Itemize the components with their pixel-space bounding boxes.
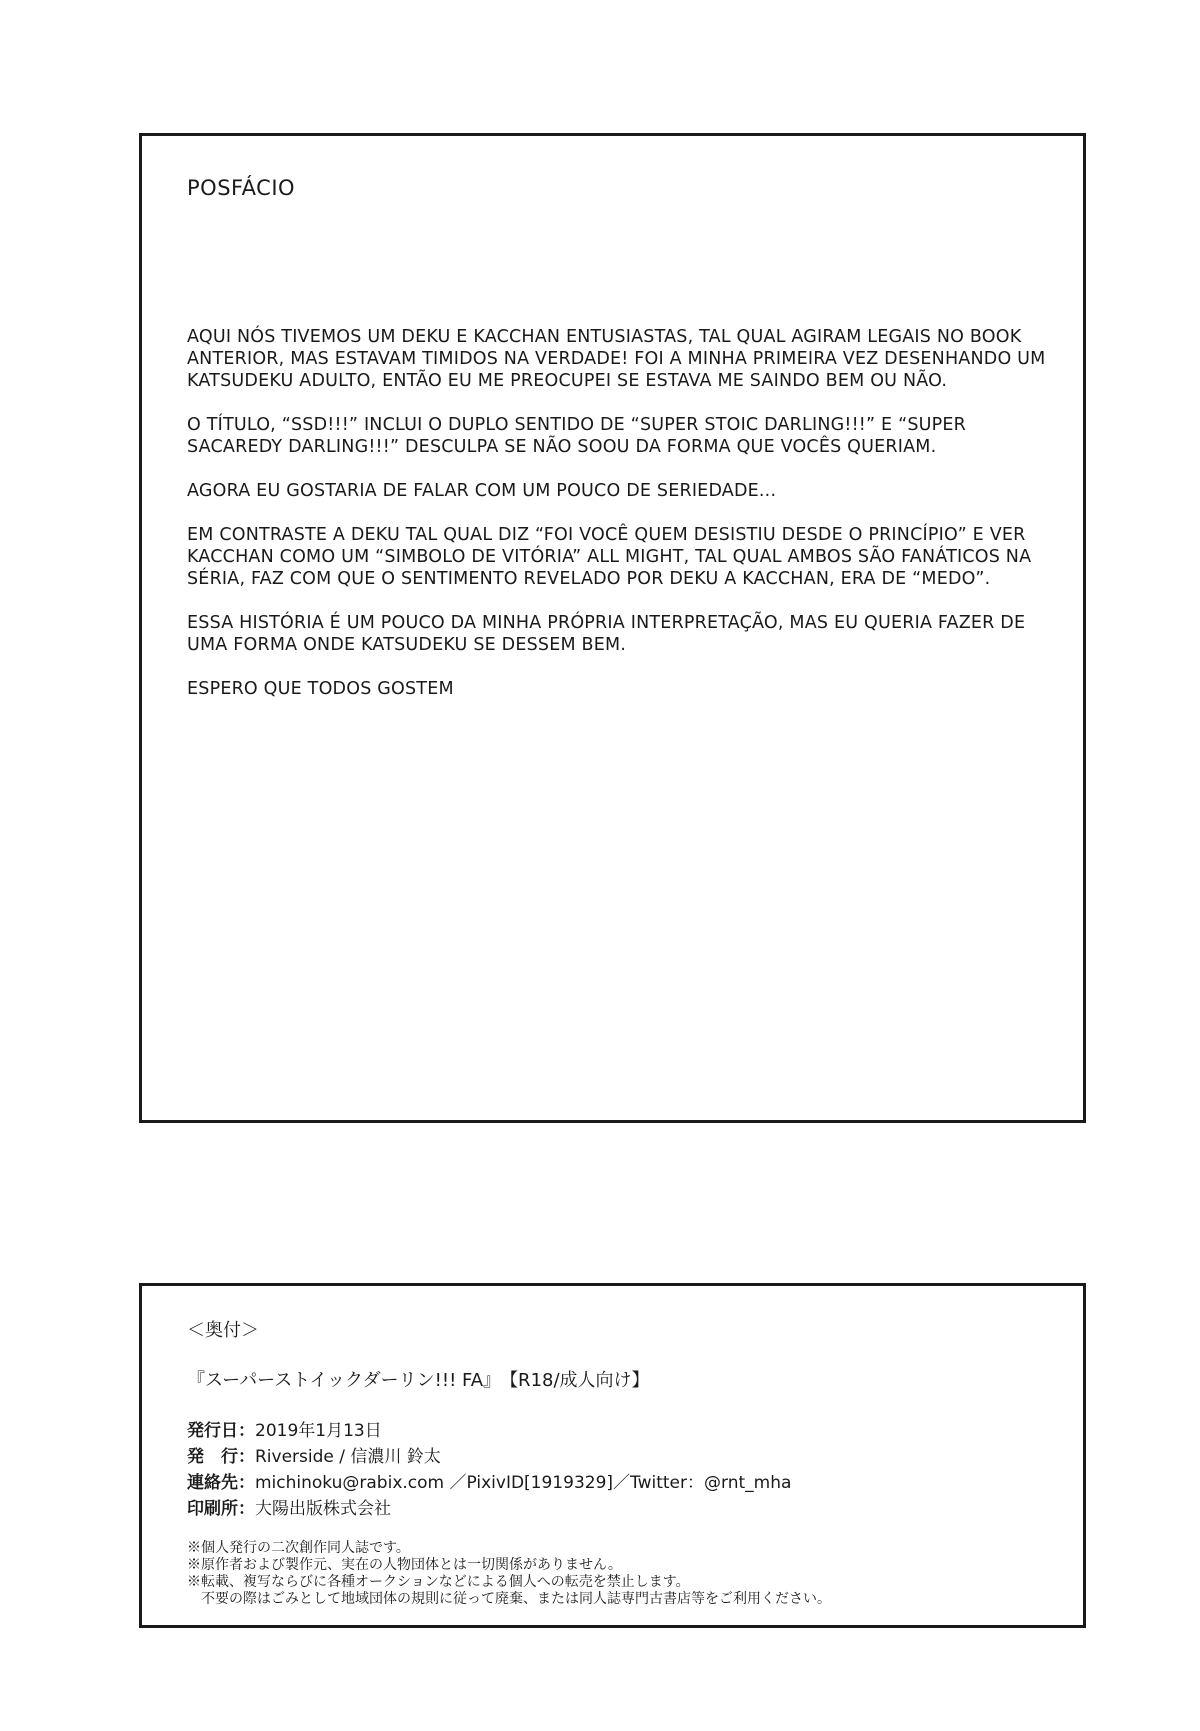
note-line: ※転載、複写ならびに各種オークションなどによる個人への転売を禁止します。: [187, 1574, 690, 1590]
info-row-date: [187, 1418, 1067, 1444]
note-line: ※個人発行の二次創作同人誌です。: [187, 1540, 410, 1556]
afterword-panel: [139, 133, 1086, 1123]
colophon-panel: [139, 1283, 1086, 1628]
afterword-paragraph: AGORA EU GOSTARIA DE FALAR COM UM POUCO DE SERIEDADE...: [187, 481, 777, 501]
afterword-paragraph: ESPERO QUE TODOS GOSTEM: [187, 679, 454, 699]
book-title: 『スーパーストイックダーリン!!! FA』: [187, 1370, 502, 1391]
info-label: 発行日：: [187, 1421, 255, 1441]
rating-badge: 【R18/成人向け】: [509, 1370, 650, 1391]
colophon-notes: [187, 1540, 1067, 1608]
colophon-info: [187, 1418, 1067, 1522]
note-line: ※原作者および製作元、実在の人物団体とは一切関係がありません。: [187, 1557, 622, 1573]
info-row-contact: [187, 1470, 1067, 1496]
info-label: 連絡先：: [187, 1473, 255, 1493]
afterword-body: [187, 326, 1057, 722]
colophon-heading: ＜奥付＞: [187, 1320, 259, 1341]
colophon-book-title: [187, 1366, 1067, 1392]
info-value: 2019年1月13日: [255, 1421, 382, 1441]
note-line: 不要の際はごみとして地域団体の規則に従って廃棄、または同人誌専門古書店等をご利用ください。: [187, 1591, 831, 1607]
info-row-publisher: [187, 1444, 1067, 1470]
info-value: Riverside / 信濃川 鈴太: [255, 1447, 441, 1467]
afterword-paragraph: AQUI NÓS TIVEMOS UM DEKU E KACCHAN ENTUSIASTAS, TAL QUAL AGIRAM LEGAIS NO BOOK ANTERIOR, MAS ESTAVAM TIMIDOS NA VERDADE! FOI A MINHA PRIMEIRA VEZ DESENHANDO UM KATSUDEKU ADULTO, ENTÃO EU ME PREOCUPEI SE ESTAVA ME SAINDO BEM OU NÃO.: [187, 327, 1046, 391]
info-label: 発 行：: [187, 1447, 255, 1467]
info-label: 印刷所：: [187, 1499, 255, 1519]
afterword-title: POSFÁCIO: [187, 176, 296, 200]
colophon-content: [187, 1316, 1067, 1608]
afterword-paragraph: ESSA HISTÓRIA É UM POUCO DA MINHA PRÓPRIA INTERPRETAÇÃO, MAS EU QUERIA FAZER DE UMA FORMA ONDE KATSUDEKU SE DESSEM BEM.: [187, 613, 1026, 655]
afterword-paragraph: O TÍTULO, “SSD!!!” INCLUI O DUPLO SENTIDO DE “SUPER STOIC DARLING!!!” E “SUPER SACAREDY DARLING!!!” DESCULPA SE NÃO SOOU DA FORMA QUE VOCÊS QUERIAM.: [187, 415, 967, 457]
info-value: 大陽出版株式会社: [255, 1499, 391, 1519]
info-row-printer: [187, 1496, 1067, 1522]
info-value: michinoku@rabix.com ／PixivID[1919329]／Twitter：@rnt_mha: [255, 1473, 792, 1493]
afterword-paragraph: EM CONTRASTE A DEKU TAL QUAL DIZ “FOI VOCÊ QUEM DESISTIU DESDE O PRINCÍPIO” E VER KACCHAN COMO UM “SIMBOLO DE VITÓRIA” ALL MIGHT, TAL QUAL AMBOS SÃO FANÁTICOS NA SÉRIA, FAZ COM QUE O SENTIMENTO REVELADO POR DEKU A KACCHAN, ERA DE “MEDO”.: [187, 525, 1032, 589]
